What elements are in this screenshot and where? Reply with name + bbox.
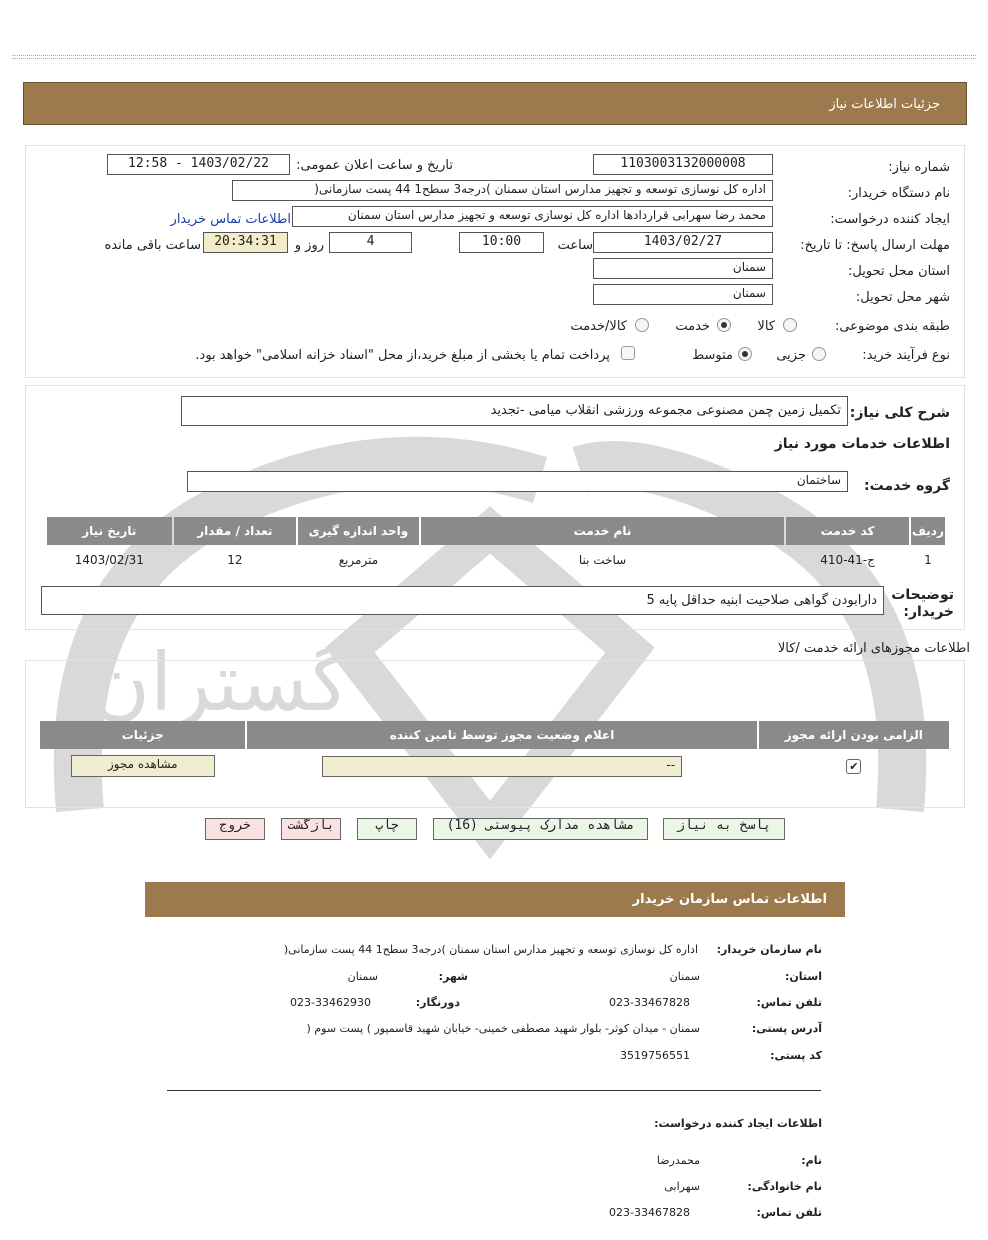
radio-medium[interactable] [738, 347, 752, 361]
radio-minor[interactable] [812, 347, 826, 361]
keyword-label: شرح کلی نیاز: [849, 405, 950, 421]
days-field: 4 [329, 232, 412, 253]
back-button[interactable]: بازگشت [281, 818, 341, 840]
col-code: کد خدمت [786, 517, 909, 545]
permit-status-field[interactable]: -- [322, 756, 682, 777]
need-number-field: 1103003132000008 [593, 154, 773, 175]
contact-address-label: آدرس پستی: [751, 1022, 822, 1035]
contact-org-label: نام سازمان خریدار: [716, 943, 822, 956]
radio-medium-label: متوسط [692, 348, 733, 363]
contact-phone-label: تلفن تماس: [756, 996, 822, 1009]
deadline-time-field: 10:00 [459, 232, 544, 253]
cell-date: 1403/02/31 [74, 553, 144, 567]
permits-title: اطلاعات مجوزهای ارائه خدمت /کالا [777, 641, 970, 656]
keyword-field: تکمیل زمین چمن مصنوعی مجموعه ورزشی انقلاب میامی -تجدید [181, 396, 848, 426]
contact-postal-value: 3519756551 [620, 1049, 690, 1062]
contact-fax-value: 023-33462930 [290, 996, 371, 1009]
services-table [45, 515, 947, 575]
col-date: تاریخ نیاز [47, 517, 172, 545]
cell-name: ساخت بنا [578, 553, 627, 567]
requester-phone-label: تلفن تماس: [756, 1206, 822, 1219]
attachments-button[interactable]: مشاهده مدارک پیوستی (16) [433, 818, 648, 840]
cell-permit-status [247, 751, 756, 781]
radio-minor-label: جزیی [776, 348, 806, 363]
announce-label: تاریخ و ساعت اعلان عمومی: [296, 158, 453, 173]
permit-required-checkbox[interactable]: ✔ [846, 759, 861, 774]
remaining-label: ساعت باقی مانده [104, 238, 201, 253]
buyer-field: اداره کل نوسازی توسعه و تجهیز مدارس استان سمنان )درجه3 سطح1 44 پست سازمانی( [232, 180, 773, 201]
contact-org-value: اداره کل نوسازی توسعه و تجهیز مدارس استان سمنان )درجه3 سطح1 44 پست سازمانی( [283, 943, 698, 956]
cell-permit-required [759, 751, 949, 781]
contact-city-value: سمنان [347, 970, 378, 983]
col-permit-required: الزامی بودن ارائه مجوز [759, 721, 949, 749]
col-qty: تعداد / مقدار [174, 517, 297, 545]
contact-fax-label: دورنگار: [415, 996, 460, 1009]
announce-date-field: 1403/02/22 - 12:58 [107, 154, 290, 175]
radio-goods-service-label: کالا/خدمت [570, 319, 627, 334]
contact-divider [167, 1090, 821, 1091]
contact-province-value: سمنان [669, 970, 700, 983]
requester-family-label: نام خانوادگی: [747, 1180, 822, 1193]
requester-name-label: نام: [801, 1154, 822, 1167]
category-label: طبقه بندی موضوعی: [834, 319, 950, 334]
col-unit: واحد اندازه گیری [298, 517, 419, 545]
col-row: ردیف [911, 517, 945, 545]
page-title: جزئیات اطلاعات نیاز [829, 97, 940, 112]
contact-phone-value: 023-33467828 [609, 996, 690, 1009]
process-label: نوع فرآیند خرید: [862, 348, 950, 363]
notes-field: دارابودن گواهی صلاحیت ابنیه حداقل پایه 5 [41, 586, 884, 615]
services-table-wrap [45, 515, 947, 575]
time-label: ساعت [557, 238, 593, 253]
buyer-contact-link[interactable]: اطلاعات تماس خریدار [170, 212, 291, 227]
top-divider [12, 55, 976, 59]
page-header [23, 82, 967, 125]
creator-field: محمد رضا سهرابی قراردادها اداره کل نوسازی توسعه و تجهیز مدارس استان سمنان [292, 206, 773, 227]
radio-service[interactable] [717, 318, 731, 332]
contact-province-label: استان: [785, 970, 822, 983]
deadline-date-field: 1403/02/27 [593, 232, 773, 253]
col-name: نام خدمت [421, 517, 785, 545]
contact-title: اطلاعات تماس سازمان خریدار [632, 892, 827, 907]
requester-phone-value: 023-33467828 [609, 1206, 690, 1219]
permits-table [38, 719, 951, 783]
province-field: سمنان [593, 258, 773, 279]
table-row [47, 547, 945, 573]
buyer-label: نام دستگاه خریدار: [847, 186, 950, 201]
payment-note: پرداخت تمام یا بخشی از مبلغ خرید،از محل "اسناد خزانه اسلامی" خواهد بود. [195, 348, 610, 363]
requester-name-value: محمدرضا [656, 1154, 700, 1167]
contact-postal-label: کد پستی: [770, 1049, 822, 1062]
radio-goods[interactable] [783, 318, 797, 332]
group-field: ساختمان [187, 471, 848, 492]
permits-table-wrap [38, 719, 951, 783]
table-row [40, 751, 949, 781]
province-label: استان محل تحویل: [848, 264, 950, 279]
radio-goods-service[interactable] [635, 318, 649, 332]
contact-city-label: شهر: [438, 970, 468, 983]
col-permit-details: جزئیات [40, 721, 245, 749]
exit-button[interactable]: خروج [205, 818, 265, 840]
print-button[interactable]: چاپ [357, 818, 417, 840]
cell-code: ج-41-410 [820, 553, 875, 567]
radio-goods-label: کالا [757, 319, 775, 334]
cell-qty: 12 [227, 553, 243, 567]
view-permit-button[interactable]: مشاهده مجوز [71, 755, 215, 777]
requester-family-value: سهرابی [664, 1180, 700, 1193]
cell-unit: مترمربع [338, 553, 379, 567]
reply-button[interactable]: پاسخ به نیاز [663, 818, 785, 840]
city-label: شهر محل تحویل: [855, 290, 950, 305]
treasury-checkbox[interactable] [621, 346, 635, 360]
cell-row: 1 [924, 553, 932, 567]
remaining-time-field: 20:34:31 [203, 232, 288, 253]
col-permit-status: اعلام وضعیت مجوز توسط تامین کننده [247, 721, 756, 749]
creator-label: ایجاد کننده درخواست: [830, 212, 950, 227]
need-number-label: شماره نیاز: [888, 160, 950, 175]
requester-title: اطلاعات ایجاد کننده درخواست: [654, 1117, 822, 1130]
cell-permit-details [40, 751, 245, 781]
deadline-label: مهلت ارسال پاسخ: تا تاریخ: [800, 238, 950, 253]
contact-header [145, 882, 845, 917]
notes-label: توضیحات خریدار: [891, 587, 954, 620]
contact-address-value: سمنان - میدان کوثر- بلوار شهید مصطفی خمینی- خیابان شهید قاسمپور ) پست سوم ( [306, 1022, 700, 1035]
days-label: روز و [294, 238, 324, 253]
radio-service-label: خدمت [675, 319, 710, 334]
watermark-text: گستران [91, 636, 350, 729]
city-field: سمنان [593, 284, 773, 305]
group-label: گروه خدمت: [864, 478, 950, 494]
services-title: اطلاعات خدمات مورد نیاز [774, 436, 950, 452]
